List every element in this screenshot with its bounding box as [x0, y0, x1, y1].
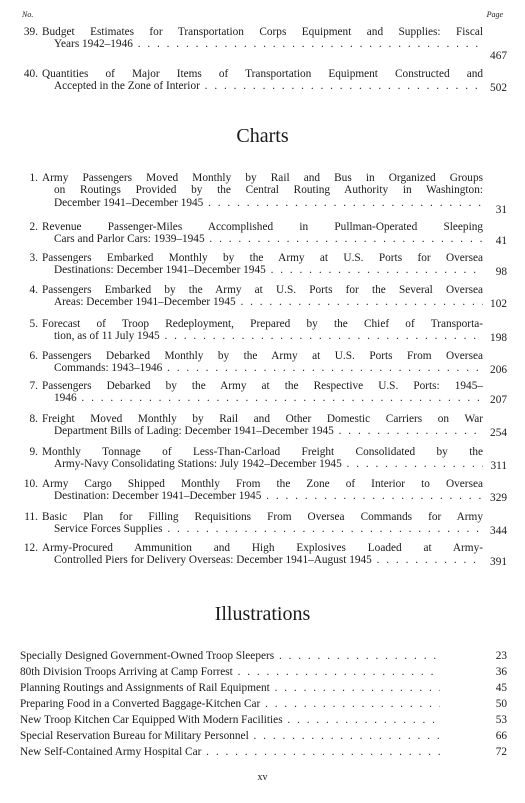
illustration-title: Specially Designed Government-Owned Troop Sleepers . . .	[20, 650, 440, 662]
column-header-number: No.	[22, 10, 34, 19]
entry-title-line2: Army-Navy Consolidating Stations: July 1942–December 1945 . . .	[54, 458, 483, 470]
entry-title-line2: tion, as of 11 July 1945 . . .	[54, 330, 483, 342]
entry-number: 2.	[29, 221, 38, 233]
entry-number: 5.	[29, 318, 38, 330]
entry-page: 467	[490, 50, 507, 62]
entry-number: 10.	[23, 478, 38, 490]
entry-title-line1: Quantities of Major Items of Transportation Equipment Constructed and	[42, 68, 483, 80]
illustration-page: 36	[495, 666, 507, 678]
entry-title-line1: Basic Plan for Filling Requisitions From Oversea Commands for Army	[42, 511, 483, 523]
illustration-page: 53	[495, 714, 507, 726]
entry-title-line2: Cars and Parlor Cars: 1939–1945 . . .	[54, 233, 483, 245]
entry-title-line3: December 1941–December 1945 . . .	[54, 197, 483, 209]
entry-number: 8.	[29, 413, 38, 425]
entry-title-line1: Army Cargo Shipped Monthly From the Zone of Interior to Oversea	[42, 478, 483, 490]
entry-number: 1.	[29, 172, 38, 184]
entry-number: 11.	[24, 511, 38, 523]
illustration-entry	[20, 666, 507, 678]
entry-title-line1: Passengers Debarked by the Army at the Respective U.S. Ports: 1945–	[42, 380, 483, 392]
entry-number: 3.	[29, 252, 38, 264]
charts-heading: Charts	[236, 125, 289, 147]
illustration-page: 50	[495, 698, 507, 710]
entry-title-line1: Monthly Tonnage of Less-Than-Carload Freight Consolidated by the	[42, 446, 483, 458]
entry-number: 4.	[29, 284, 38, 296]
entry-title-line1: Revenue Passenger-Miles Accomplished in Pullman-Operated Sleeping	[42, 221, 483, 233]
illustration-entry	[20, 746, 507, 758]
entry-title-line1: Forecast of Troop Redeployment, Prepared by the Chief of Transporta-	[42, 318, 483, 330]
entry-title-line2: 1946 . . .	[54, 392, 483, 404]
entry-page: 98	[495, 266, 507, 278]
illustration-entry	[20, 714, 507, 726]
illustration-title: New Troop Kitchen Car Equipped With Modern Facilities . . .	[20, 714, 440, 726]
entry-page: 206	[490, 364, 507, 376]
illustration-page: 45	[495, 682, 507, 694]
illustration-entry	[20, 650, 507, 662]
entry-number: 39.	[23, 26, 38, 38]
entry-page: 391	[490, 556, 507, 568]
entry-title-line2: Controlled Piers for Delivery Overseas: December 1941–August 1945 . . .	[54, 554, 483, 566]
entry-number: 40.	[23, 68, 38, 80]
entry-page: 207	[490, 394, 507, 406]
entry-number: 6.	[29, 350, 38, 362]
column-header-page: Page	[486, 10, 503, 19]
entry-title-line2: Years 1942–1946 . . .	[54, 38, 483, 50]
illustration-title: New Self-Contained Army Hospital Car . . .	[20, 746, 440, 758]
entry-title-line2: Service Forces Supplies . . .	[54, 523, 483, 535]
illustration-title: Special Reservation Bureau for Military Personnel . . .	[20, 730, 440, 742]
entry-title-line2: Commands: 1943–1946 . . .	[54, 362, 483, 374]
entry-title-line2: Accepted in the Zone of Interior . . .	[54, 80, 483, 92]
entry-page: 311	[490, 460, 507, 472]
entry-page: 31	[495, 204, 507, 216]
illustration-page: 23	[495, 650, 507, 662]
illustration-entry	[20, 682, 507, 694]
entry-title-line1: Passengers Embarked by the Army at U.S. Ports for the Several Oversea	[42, 284, 483, 296]
illustration-page: 66	[495, 730, 507, 742]
entry-page: 198	[490, 332, 507, 344]
entry-number: 12.	[23, 542, 38, 554]
entry-title-line1: Army Passengers Moved Monthly by Rail and Bus in Organized Groups	[42, 172, 483, 184]
entry-title-line1: Freight Moved Monthly by Rail and Other Domestic Carriers on War	[42, 413, 483, 425]
entry-title-line1: Passengers Embarked Monthly by the Army at U.S. Ports for Oversea	[42, 252, 483, 264]
entry-title-line1: Army-Procured Ammunition and High Explosives Loaded at Army-	[42, 542, 483, 554]
entry-title-line2: Department Bills of Lading: December 1941–December 1945 . . .	[54, 425, 483, 437]
illustration-title: Preparing Food in a Converted Baggage-Kitchen Car . . .	[20, 698, 440, 710]
entry-title-line1: Budget Estimates for Transportation Corps Equipment and Supplies: Fiscal	[42, 26, 483, 38]
entry-title-line1: Passengers Debarked Monthly by the Army at U.S. Ports From Oversea	[42, 350, 483, 362]
entry-title-line2: on Routings Provided by the Central Routing Authority in Washington:	[54, 184, 483, 197]
entry-title-line2: Destinations: December 1941–December 1945 . . .	[54, 264, 483, 276]
entry-page: 502	[490, 82, 507, 94]
entry-page: 41	[495, 235, 507, 247]
entry-page: 329	[490, 492, 507, 504]
illustration-title: 80th Division Troops Arriving at Camp Forrest . . .	[20, 666, 440, 678]
illustration-entry	[20, 730, 507, 742]
entry-number: 9.	[29, 446, 38, 458]
illustrations-heading: Illustrations	[214, 603, 311, 625]
entry-title-line2: Areas: December 1941–December 1945 . . .	[54, 296, 483, 308]
entry-page: 344	[490, 525, 507, 537]
entry-number: 7.	[29, 380, 38, 392]
entry-page: 254	[490, 427, 507, 439]
entry-title-line2: Destination: December 1941–December 1945 . . .	[54, 490, 483, 502]
entry-page: 102	[490, 298, 507, 310]
illustration-page: 72	[495, 746, 507, 758]
illustration-title: Planning Routings and Assignments of Rail Equipment . . .	[20, 682, 440, 694]
illustration-entry	[20, 698, 507, 710]
page-folio: xv	[257, 772, 268, 783]
